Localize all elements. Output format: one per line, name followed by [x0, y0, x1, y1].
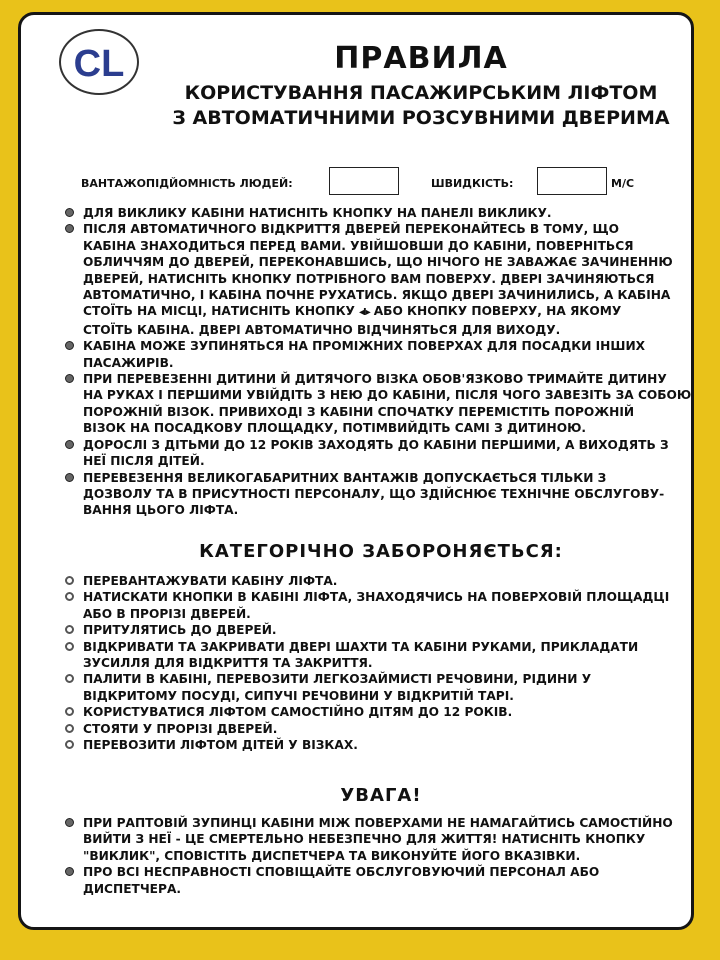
list-item: ДОРОСЛІ З ДІТЬМИ ДО 12 РОКІВ ЗАХОДЯТЬ ДО КАБІНИ ПЕРШИМИ, А ВИХОДЯТЬ З НЕЇ ПІСЛЯ ДІТЕЙ.: [61, 437, 711, 470]
list-item: ПРИ РАПТОВІЙ ЗУПИНЦІ КАБІНИ МІЖ ПОВЕРХАМИ НЕ НАМАГАЙТИСЬ САМОСТІЙНО ВИЙТИ З НЕЇ - ЦЕ СМЕРТЕЛЬНО НЕБЕЗПЕЧНО ДЛЯ ЖИТТЯ! НАТИСНІТЬ КНОПКУ "ВИКЛИК", СПОВІСТІТЬ ДИСПЕТЧЕРА ТА ВИКОНУЙТЕ ЙОГО ВКАЗІВКИ.: [61, 815, 711, 864]
speed-unit: М/С: [611, 177, 635, 190]
list-item: ВІДКРИВАТИ ТА ЗАКРИВАТИ ДВЕРІ ШАХТИ ТА КАБІНИ РУКАМИ, ПРИКЛАДАТИ ЗУСИЛЛЯ ДЛЯ ВІДКРИТТЯ ТА ЗАКРИТТЯ.: [61, 639, 711, 672]
bullet-icon: [65, 740, 74, 749]
list-item: ПЕРЕВАНТАЖУВАТИ КАБІНУ ЛІФТА.: [61, 573, 711, 589]
list-item: СТОЯТИ У ПРОРІЗІ ДВЕРЕЙ.: [61, 721, 711, 737]
bullet-icon: [65, 341, 74, 350]
bullet-icon: [65, 576, 74, 585]
company-logo: [59, 29, 139, 95]
bullet-icon: [65, 473, 74, 482]
capacity-label: ВАНТАЖОПІДЙОМНІСТЬ ЛЮДЕЙ:: [81, 177, 293, 190]
door-open-button-icon: ◂I▸: [358, 307, 370, 319]
lift-specs: [81, 165, 681, 197]
bullet-icon: [65, 674, 74, 683]
list-item: ПЕРЕВЕЗЕННЯ ВЕЛИКОГАБАРИТНИХ ВАНТАЖІВ ДОПУСКАЄТЬСЯ ТІЛЬКИ З ДОЗВОЛУ ТА В ПРИСУТНОСТІ ПЕРСОНАЛУ, ЩО ЗДІЙСНЮЄ ТЕХНІЧНЕ ОБСЛУГОВУ- ВАННЯ ЦЬОГО ЛІФТА.: [61, 470, 711, 519]
prohibited-heading: КАТЕГОРІЧНО ЗАБОРОНЯЄТЬСЯ:: [199, 541, 563, 562]
bullet-icon: [65, 374, 74, 383]
list-item: ПРИТУЛЯТИСЬ ДО ДВЕРЕЙ.: [61, 622, 711, 638]
bullet-icon: [65, 625, 74, 634]
rules-sign: [18, 12, 694, 930]
subtitle-line-2: З АВТОМАТИЧНИМИ РОЗСУВНИМИ ДВЕРИМА: [172, 107, 670, 129]
bullet-icon: [65, 707, 74, 716]
usage-rules-list: [61, 205, 711, 519]
list-item: КАБІНА МОЖЕ ЗУПИНЯТЬСЯ НА ПРОМІЖНИХ ПОВЕРХАХ ДЛЯ ПОСАДКИ ІНШИХ ПАСАЖИРІВ.: [61, 338, 711, 371]
bullet-icon: [65, 867, 74, 876]
bullet-icon: [65, 208, 74, 217]
list-item: НАТИСКАТИ КНОПКИ В КАБІНІ ЛІФТА, ЗНАХОДЯЧИСЬ НА ПОВЕРХОВІЙ ПЛОЩАДЦІ АБО В ПРОРІЗІ ДВЕРЕЙ.: [61, 589, 711, 622]
speed-label: ШВИДКІСТЬ:: [431, 177, 514, 190]
list-item: ПРИ ПЕРЕВЕЗЕННІ ДИТИНИ Й ДИТЯЧОГО ВІЗКА ОБОВ'ЯЗКОВО ТРИМАЙТЕ ДИТИНУ НА РУКАХ І ПЕРШИМИ УВІЙДІТЬ З НЕЮ ДО КАБІНИ, ПІСЛЯ ЧОГО ЗАВЕЗІТЬ ЗА СОБОЮ ПОРОЖНІЙ ВІЗОК. ПРИВИХОДІ З КАБІНИ СПОЧАТКУ ПЕРЕМІСТІТЬ ПОРОЖНІЙ ВІЗОК НА ПОСАДКОВУ ПЛОЩАДКУ, ПОТІМВИЙДІТЬ САМІ З ДИТИНОЮ.: [61, 371, 711, 437]
warning-list: [61, 815, 711, 897]
page-title: ПРАВИЛА: [334, 41, 508, 76]
prohibited-list: [61, 573, 711, 753]
subtitle-line-1: КОРИСТУВАННЯ ПАСАЖИРСЬКИМ ЛІФТОМ: [184, 82, 658, 104]
bullet-icon: [65, 724, 74, 733]
warning-heading: УВАГА!: [340, 785, 422, 806]
list-item: ПАЛИТИ В КАБІНІ, ПЕРЕВОЗИТИ ЛЕГКОЗАЙМИСТІ РЕЧОВИНИ, РІДИНИ У ВІДКРИТОМУ ПОСУДІ, СИПУЧІ РЕЧОВИНИ У ВІДКРИТІЙ ТАРІ.: [61, 671, 711, 704]
list-item: ПРО ВСІ НЕСПРАВНОСТІ СПОВІЩАЙТЕ ОБСЛУГОВУЮЧИЙ ПЕРСОНАЛ АБО ДИСПЕТЧЕРА.: [61, 864, 711, 897]
page-subtitle: [141, 81, 701, 131]
speed-value-box: [537, 167, 607, 195]
list-item: ПІСЛЯ АВТОМАТИЧНОГО ВІДКРИТТЯ ДВЕРЕЙ ПЕРЕКОНАЙТЕСЬ В ТОМУ, ЩО КАБІНА ЗНАХОДИТЬСЯ ПЕРЕД ВАМИ. УВІЙШОВШИ ДО КАБІНИ, ПОВЕРНІТЬСЯ ОБЛИЧЧЯМ ДО ДВЕРЕЙ, ПЕРЕКОНАВШИСЬ, ЩО НІЧОГО НЕ ЗАВАЖАЄ ЗАЧИНЕННЮ ДВЕРЕЙ, НАТИСНІТЬ КНОПКУ ПОТРІБНОГО ВАМ ПОВЕРХУ. ДВЕРІ ЗАЧИНЯЮТЬСЯ АВТОМАТИЧНО, І КАБІНА ПОЧНЕ РУХАТИСЬ. ЯКЩО ДВЕРІ ЗАЧИНИЛИСЬ, А КАБІНА СТОЇТЬ НА МІСЦІ, НАТИСНІТЬ КНОПКУ ◂I▸ АБО КНОПКУ ПОВЕРХУ, НА ЯКОМУ СТОЇТЬ КАБІНА. ДВЕРІ АВТОМАТИЧНО ВІДЧИНЯТЬСЯ ДЛЯ ВИХОДУ.: [61, 221, 711, 338]
bullet-icon: [65, 642, 74, 651]
bullet-icon: [65, 440, 74, 449]
cl-logo-icon: [67, 38, 131, 86]
capacity-value-box: [329, 167, 399, 195]
bullet-icon: [65, 592, 74, 601]
list-item: ДЛЯ ВИКЛИКУ КАБІНИ НАТИСНІТЬ КНОПКУ НА ПАНЕЛІ ВИКЛИКУ.: [61, 205, 711, 221]
list-item: ПЕРЕВОЗИТИ ЛІФТОМ ДІТЕЙ У ВІЗКАХ.: [61, 737, 711, 753]
svg-text:CL: CL: [73, 43, 125, 85]
bullet-icon: [65, 224, 74, 233]
list-item: КОРИСТУВАТИСЯ ЛІФТОМ САМОСТІЙНО ДІТЯМ ДО 12 РОКІВ.: [61, 704, 711, 720]
bullet-icon: [65, 818, 74, 827]
